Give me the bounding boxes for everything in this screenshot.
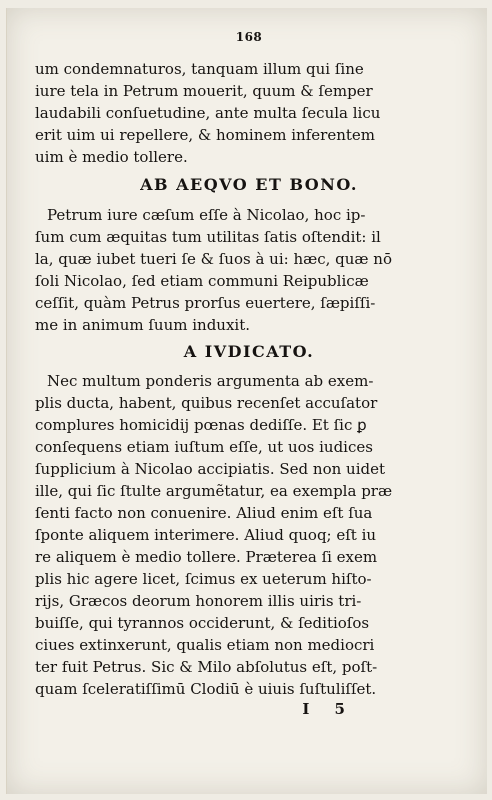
text-line: Nec multum ponderis argumenta ab exem-	[47, 372, 374, 390]
text-line: ſoli Nicolao, ſed etiam communi Reipublicæ	[35, 272, 369, 290]
text-line: laudabili conſuetudine, ante multa ſecula licu	[35, 104, 381, 122]
text-line: la, quæ iubet tueri ſe & ſuos à ui: hæc, quæ nō	[35, 250, 392, 268]
text-line: re aliquem è medio tollere. Præterea ſi exem	[35, 548, 378, 566]
text-line: ſenti facto non conuenire. Aliud enim eſt ſua	[35, 504, 373, 522]
text-line: conſequens etiam iuſtum eſſe, ut uos iudices	[35, 438, 373, 456]
book-page	[6, 8, 487, 794]
text-line: uim è medio tollere.	[35, 148, 188, 166]
text-line: iure tela in Petrum mouerit, quum & ſemper	[35, 82, 373, 100]
text-line: ille, qui ſic ſtulte argumẽtatur, ea exempla præ	[35, 482, 393, 500]
text-line: me in animum ſuum induxit.	[35, 316, 251, 334]
text-line: erit uim ui repellere, & hominem inferentem	[35, 126, 375, 144]
text-line: complures homicidij pœnas dediſſe. Et ſic ꝑ	[35, 416, 367, 434]
text-line: buiſſe, qui tyrannos occiderunt, & ſeditioſos	[35, 614, 370, 632]
text-line: um condemnaturos, tanquam illum qui ſine	[35, 60, 364, 78]
text-line: ter fuit Petrus. Sic & Milo abſolutus eſt, poſt-	[35, 658, 378, 676]
text-line: Petrum iure cæſum eſſe à Nicolao, hoc ip-	[47, 206, 366, 224]
text-line: ceſſit, quàm Petrus prorſus euertere, ſæpiſſi-	[35, 294, 376, 312]
section-heading: A IVDICATO.	[183, 342, 315, 361]
text-line: rijs, Græcos deorum honorem illis uiris tri-	[35, 592, 362, 610]
section-heading: AB AEQVO ET BONO.	[140, 175, 358, 194]
page-number: 168	[235, 30, 263, 44]
signature-mark: I 5	[302, 700, 355, 718]
text-line: ſupplicium à Nicolao accipiatis. Sed non uidet	[35, 460, 386, 478]
text-line: ciues extinxerunt, qualis etiam non mediocri	[35, 636, 375, 654]
text-line: quam ſceleratiſſimū Clodiū è uiuis ſuſtuliſſet.	[35, 680, 377, 698]
text-line: plis hic agere licet, ſcimus ex ueterum hiſto-	[35, 570, 372, 588]
text-line: plis ducta, habent, quibus recenſet accuſator	[35, 394, 378, 412]
text-line: ſponte aliquem interimere. Aliud quoq; eſt iu	[35, 526, 377, 544]
text-line: ſum cum æquitas tum utilitas ſatis oſtendit: il	[35, 228, 381, 246]
